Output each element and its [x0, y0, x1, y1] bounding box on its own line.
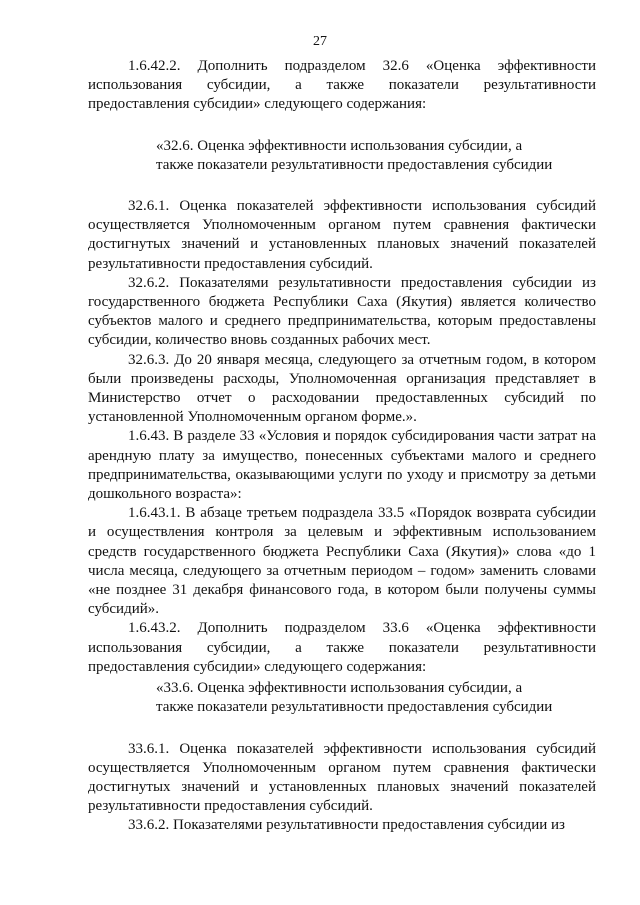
- paragraph-32-6-3: 32.6.3. До 20 января месяца, следующего за отчетным годом, в котором были произведены расходы, Уполномоченная организация представляет в Министерство отчет о расходовании предоставленных субсидий по установленной Уполномоченным органом форме.».: [88, 351, 596, 426]
- paragraph-33-6-1: 33.6.1. Оценка показателей эффективности использования субсидий осуществляется Уполномоченным органом путем сравнения фактически достигнутых значений и установленных плановых значений показателей результативности предоставления субсидий.: [88, 740, 596, 815]
- paragraph-1-6-42-2: 1.6.42.2. Дополнить подразделом 32.6 «Оценка эффективности использования субсидии, а также показатели результативности предоставления субсидии» следующего содержания:: [88, 58, 596, 113]
- subsection-heading-32-6: «32.6. Оценка эффективности использования субсидии, а также показатели результативности предоставления субсидии: [156, 137, 553, 173]
- paragraph-33-6-2: 33.6.2. Показателями результативности предоставления субсидии из: [128, 817, 565, 834]
- paragraph-1-6-43-1: 1.6.43.1. В абзаце третьем подраздела 33.5 «Порядок возврата субсидии и осуществления контроля за целевым и эффективным использованием средств государственного бюджета Республики Саха (Якутия)» слова «до 1 числа месяца, следующего за отчетным периодом – годом» заменить словами «не позднее 31 декабря финансового года, в котором были получены суммы субсидий».: [88, 505, 596, 618]
- paragraph-1-6-43: 1.6.43. В разделе 33 «Условия и порядок субсидирования части затрат на арендную плату за имущество, понесенных субъектами малого и среднего предпринимательства, оказывающими услуги по уходу и присмотру за детьми дошкольного возраста»:: [88, 428, 596, 503]
- subsection-heading-33-6: «33.6. Оценка эффективности использования субсидии, а также показатели результативности предоставления субсидии: [156, 680, 553, 716]
- page-number: 27: [313, 34, 327, 49]
- paragraph-32-6-1: 32.6.1. Оценка показателей эффективности использования субсидий осуществляется Уполномоченным органом путем сравнения фактически достигнутых значений и установленных плановых значений показателей результативности предоставления субсидий.: [88, 198, 596, 272]
- paragraph-32-6-2: 32.6.2. Показателями результативности предоставления субсидии из государственного бюджета Республики Саха (Якутия) является количество субъектов малого и среднего предпринимательства, которым предоставлены субсидии, количество вновь созданных рабочих мест.: [88, 274, 596, 349]
- paragraph-1-6-43-2: 1.6.43.2. Дополнить подразделом 33.6 «Оценка эффективности использования субсидии, а также показатели результативности предоставления субсидии» следующего содержания:: [88, 620, 596, 675]
- document-body: [88, 57, 596, 836]
